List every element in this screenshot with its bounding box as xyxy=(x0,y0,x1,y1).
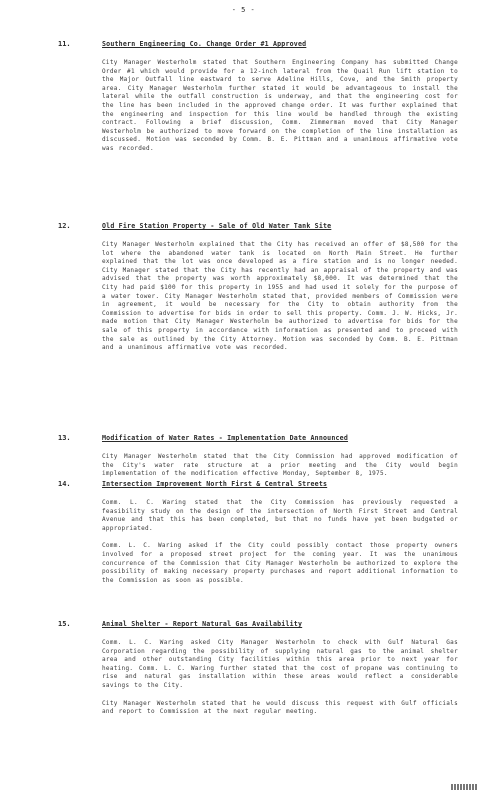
section-14 xyxy=(58,480,458,591)
item-number: 11. xyxy=(58,40,71,48)
item-title: Southern Engineering Co. Change Order #1 Approved xyxy=(102,40,307,48)
paragraph: City Manager Westerholm stated that he would discuss this request with Gulf officials and report to Commission at the next regular meeting. xyxy=(102,699,458,716)
section-13 xyxy=(58,434,458,485)
item-title: Animal Shelter - Report Natural Gas Availability xyxy=(102,620,303,628)
section-11 xyxy=(58,40,458,160)
paragraph: City Manager Westerholm stated that the City Commission had approved modification of the City's water rate structure at a prior meeting and the City would begin implementation of the modification effective Monday, September 8, 1975. xyxy=(102,453,458,478)
item-title: Intersection Improvement North First & Central Streets xyxy=(102,480,328,488)
paragraph: Comm. L. C. Waring stated that the City Commission has previously requested a feasibility study on the design of the intersection of North First Street and Central Avenue and that this has been completed, but that no funds have yet been budgeted or appropriated. xyxy=(102,499,458,532)
section-12 xyxy=(58,222,458,359)
item-title: Old Fire Station Property - Sale of Old Water Tank Site xyxy=(102,222,332,230)
item-number: 12. xyxy=(58,222,71,230)
barcode-stamp xyxy=(451,784,477,790)
item-number: 15. xyxy=(58,620,71,628)
item-number: 14. xyxy=(58,480,71,488)
paragraph: Comm. L. C. Waring asked City Manager Westerholm to check with Gulf Natural Gas Corporation regarding the possibility of supplying natural gas to the animal shelter area and other outstanding City facilities within this area prior to next year for heating. Comm. L. C. Waring further stated that the cost of propane was continuing to rise and natural gas installation within these areas would reflect a considerable savings to the City. xyxy=(102,639,458,689)
item-title: Modification of Water Rates - Implementation Date Announced xyxy=(102,434,349,442)
paragraph: City Manager Westerholm stated that Southern Engineering Company has submitted Change Order #1 which would provide for a 12-inch lateral from the Quail Run lift station to the Major Outfall line eastward to serve Adeline Hills, Cove, and the Smith property area. City Manager Westerholm further stated it would be advantageous to install the lateral while the outfall construction is underway, and that the engineering cost for the line has been included in the approved change order. It was further explained that the engineering and inspection for this line would be handled through the existing contract. Following a brief discussion, Comm. Zimmerman moved that City Manager Westerholm be authorized to move forward on the completion of the line installation as discussed. Motion was seconded by Comm. B. E. Pittman and a unanimous affirmative vote was recorded. xyxy=(102,59,458,152)
page-number: - 5 - xyxy=(231,6,256,14)
paragraph: Comm. L. C. Waring asked if the City could possibly contact those property owners involved for a proposed street project for the coming year. It was the unanimous concurrence of the Commission that City Manager Westerholm be authorized to explore the possibility of making necessary property purchases and report additional information to the Commission as soon as possible. xyxy=(102,542,458,584)
item-number: 13. xyxy=(58,434,71,442)
paragraph: City Manager Westerholm explained that the City has received an offer of $8,500 for the lot where the abandoned water tank is located on North Main Street. He further explained that the lot was once developed as a fire station and is no longer needed. City Manager stated that the City has recently had an appraisal of the property and was advised that the property was worth approximately $8,000. It was determined that the City had paid $100 for this property in 1955 and had used it solely for the purpose of a water tower. City Manager Westerholm stated that, provided members of Commission were in agreement, it would be necessary for the City to obtain authority from the Commission to advertise for bids in order to sell this property. Comm. J. W. Hicks, Jr. made motion that City Manager Westerholm be authorized to advertise for bids for the sale of this property in accordance with information as presented and to proceed with the sale as outlined by the City Attorney. Motion was seconded by Comm. B. E. Pittman and a unanimous affirmative vote was recorded. xyxy=(102,241,458,352)
section-15 xyxy=(58,620,458,723)
